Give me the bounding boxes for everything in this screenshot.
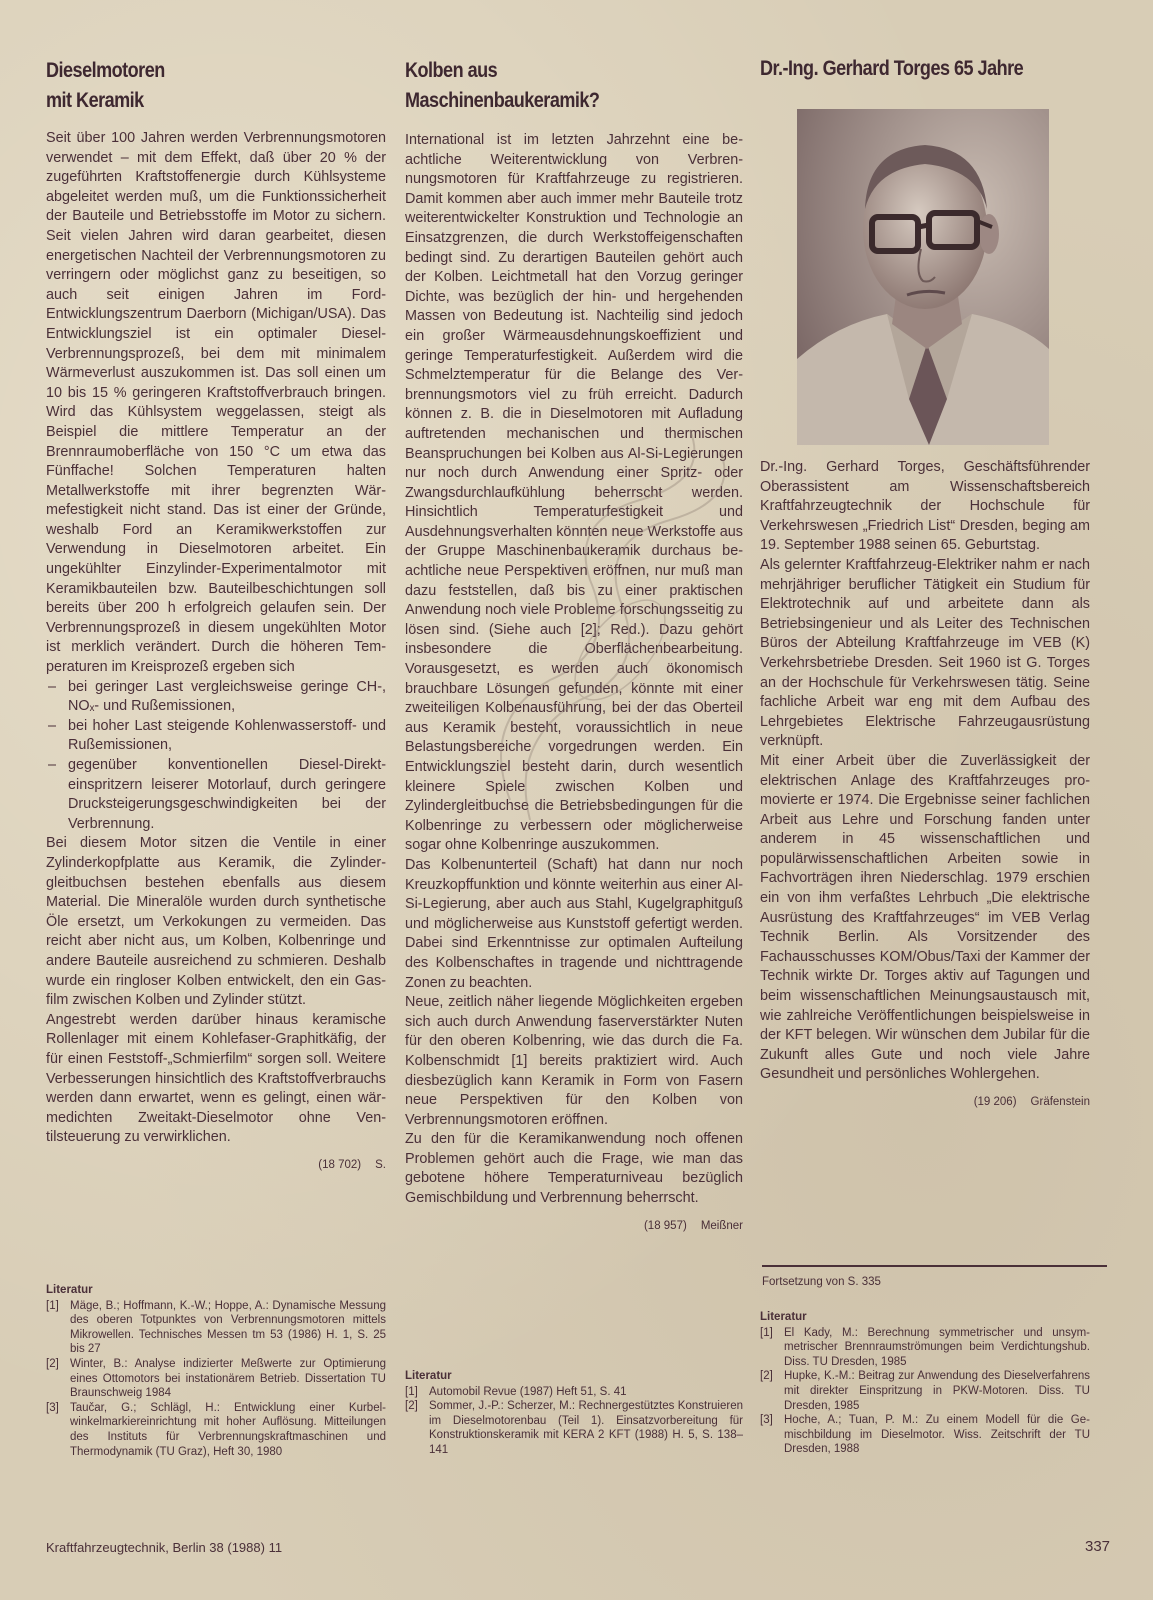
list-item-text: bei hoher Last steigende Kohlenwasserstoff- und Rußemissionen, (68, 717, 386, 754)
literature-item (760, 1326, 1090, 1370)
literature-item (760, 1369, 1090, 1413)
paragraph: Angestrebt werden darüber hinaus keramische Rollenlager mit einem Kohlefaser-Graphitkäfig, der für einen Feststoff-„Schmierfilm“ sorgen soll. Weitere Verbesserungen hinsichtlich des Kraftstoffverbrauchs werden dann erwartet, wenn es gelingt, einen wärmedichten Zweitakt-Dieselmotor ohne Ventilsteuerung zu verwirklichen. (46, 1011, 386, 1146)
ref-text: Mäge, B.; Hoffmann, K.-W.; Hoppe, A.: Dynamische Messung des oberen Totpunktes von Verbrennungsmotoren mittels Mikrowellen. Technisches Messen tm 53 (1986) H. 1, S. 25 bis 27 (70, 1299, 386, 1356)
article-author: Gräfenstein (1030, 1096, 1090, 1108)
dash-bullet: – (48, 678, 57, 695)
title-line: Kolben aus (405, 59, 498, 82)
ref-number: [3] (46, 1401, 59, 1414)
ref-number: [3] (760, 1414, 773, 1427)
article-signature (405, 1217, 743, 1237)
title-line: Dieselmotoren (46, 59, 165, 82)
continuation-label: Fortsetzung von S. 335 (762, 1276, 881, 1288)
paragraph: Mit einer Arbeit über die Zuverlässigkeit der elektrischen Anlage des Kraftfahrzeuges promovierte er 1974. Die Ergebnisse seiner fachlichen Arbeit aus Lehre und Forschung fanden unter anderem in 45 wissenschaftlichen und populärwissenschaftlichen Arbeiten sowie in Fachvorträgen ihren Niederschlag. 1979 erschien ein von ihm verfaßtes Lehrbuch „Die elektrische Ausrüstung des Kraftfahrzeuges“ im VEB Verlag Technik Berlin. Als Vorsitzender des Fachausschusses KOM/Obus/Taxi der Kammer der Technik wirkte Dr. Torges aktiv auf Tagungen und beim wissenschaftlichen Meinungsaustausch mit, wie zahlreiche Veröffentlichungen beispielsweise in der KFT belegen. Wir wünschen dem Jubilar für die Zukunft alles Gute und noch viele Jahre Gesundheit und persönliches Wohlergehen. (760, 752, 1090, 1083)
ref-text: Automobil Revue (1987) Heft 51, S. 41 (429, 1385, 627, 1398)
literature-item (46, 1401, 386, 1459)
article-signature (760, 1093, 1090, 1113)
title-line: mit Keramik (46, 89, 144, 112)
article-code: (18 957) (643, 1219, 687, 1232)
section-divider (762, 1265, 1107, 1267)
article-body (760, 458, 1090, 1113)
ref-number: [1] (405, 1385, 418, 1398)
article-body (405, 131, 743, 1236)
list-item-text: gegenüber konventionellen Diesel-Direkteinspritzern leiserer Motorlauf, durch geringere Drucksteigerungsgeschwindigkeiten bei der Verbrennung. (68, 757, 386, 832)
literature-section (405, 1369, 743, 1458)
literature-section (760, 1310, 1090, 1457)
ref-text: El Kady, M.: Berechnung symmetrischer und unsymmetrischer Brennraumströmungen beim Verdichtungshub. Diss. TU Dresden, 1985 (784, 1326, 1090, 1368)
article-body (46, 129, 386, 1175)
article-title (46, 56, 165, 116)
ref-number: [2] (46, 1357, 59, 1370)
literature-heading: Literatur (760, 1311, 807, 1323)
ref-text: Taučar, G.; Schlägl, H.: Entwicklung einer Kurbelwinkelmarkiereinrichtung mit hoher Auflösung. Mitteilungen des Instituts für Verbrennungskraftmaschinen und Thermodynamik (TU Graz), Heft 30, 1980 (70, 1401, 386, 1458)
ref-text: Hoche, A.; Tuan, P. M.: Zu einem Modell für die Gemischbildung im Dieselmotor. Wiss. Zeitschrift der TU Dresden, 1988 (784, 1414, 1090, 1456)
title-line: Maschinenbaukeramik? (405, 89, 600, 112)
journal-citation: Kraftfahrzeugtechnik, Berlin 38 (1988) 11 (46, 1540, 283, 1555)
ref-number: [2] (405, 1400, 418, 1413)
ref-number: [2] (760, 1370, 773, 1383)
literature-heading: Literatur (46, 1284, 93, 1296)
dash-bullet: – (48, 717, 57, 734)
article-code: (19 206) (973, 1096, 1017, 1108)
ref-text: Winter, B.: Analyse indizierter Meßwerte zur Optimierung eines Ottomotors bei instationärem Betrieb. Dissertation TU Braunschweig 1984 (70, 1357, 386, 1400)
literature-heading: Literatur (405, 1370, 452, 1382)
bullet-list (46, 678, 386, 835)
paragraph: Das Kolbenunterteil (Schaft) hat dann nur noch Kreuzkopffunktion und könnte weiterhin aus einer Al-Si-Legierung, aber auch aus Stahl, Kugelgraphitguß und möglicherweise aus Kunststoff gefertigt werden. Dabei sind Erkenntnisse zur optimalen Aufteilung des Kolbenschaftes in tragende und nichttragende Zonen zu beachten. (405, 856, 743, 991)
paragraph: Seit über 100 Jahren werden Verbrennungsmotoren verwendet – mit dem Effekt, daß über 20 % der zugeführten Kraftstoffenergie durch Kühlsysteme abgeleitet werden muß, um die Funktionssicherheit der Bauteile und Betriebsstoffe im Motor zu sichern. Seit vielen Jahren wird daran gearbeitet, diesen energetischen Nachteil der Verbrennungsmotoren zu verringern oder möglichst ganz zu beseitigen, so auch seit einigen Jahren im Ford-Entwicklungszentrum Daerborn (Michigan/USA). Das Entwicklungsziel ist ein optimaler Diesel-Verbrennungsprozeß, bei dem mit minimalem Wärmeverlust auszukommen ist. Das soll einen um 10 bis 15 % geringeren Kraftstoffverbrauch bringen. Wird das Kühlsystem weggelassen, steigt als Beispiel die mittlere Temperatur an der Brennraumoberfläche von 150 °C um etwa das Fünffache! Solchen Temperaturen halten Metallwerkstoffe mit ihrer begrenzten Wärmefestigkeit nicht stand. Das ist einer der Gründe, weshalb Ford an Keramikwerkstoffen zur Verwendung in Dieselmotoren arbeitet. Ein ungekühlter Einzylinder-Experimentalmotor mit Keramikbauteilen bzw. Bauteilbeschichtungen soll bereits über 200 h erfolgreich gelaufen sein. Der Verbrennungsprozeß in diesem ungekühlten Motor ist merklich verändert. Durch die höheren Temperaturen im Kreisprozeß ergeben sich (46, 130, 386, 676)
list-item (46, 756, 386, 834)
literature-item (46, 1299, 386, 1357)
literature-item (405, 1385, 743, 1400)
article-author: Meißner (700, 1219, 743, 1232)
literature-item (405, 1399, 743, 1457)
portrait-photo (797, 109, 1049, 445)
paragraph: Als gelernter Kraftfahrzeug-Elektriker nahm er nach mehrjähriger beruflicher Tätigkeit ein Studium für Elektrotechnik auf und arbeitete dann als Betriebsingenieur und als Leiter des Technischen Büros der Abteilung Kraftfahrzeuge im VEB (K) Verkehrsbetriebe Dresden. Seit 1960 ist G. Torges an der Hochschule für Verkehrswesen tätig. Seine fachliche Arbeit war eng mit dem Aufbau des Lehrgebietes Elektrische Fahrzeugausrüstung verknüpft. (760, 556, 1090, 750)
ref-number: [1] (46, 1299, 59, 1312)
article-author: S. (375, 1158, 386, 1171)
list-item (46, 678, 386, 717)
ref-text: Sommer, J.-P.: Scherzer, M.: Rechnergestütztes Konstruieren im Dieselmotorenbau (Teil 1). Einsatzvorbereitung für Konstruktionskeramik mit KERA 2 KFT (1988) H. 5, S. 138–141 (429, 1400, 743, 1456)
article-title: Dr.-Ing. Gerhard Torges 65 Jahre (760, 57, 1024, 80)
paragraph: Bei diesem Motor sitzen die Ventile in einer Zylinderkopfplatte aus Keramik, die Zylindergleitbuchsen bestehen ebenfalls aus diesem Material. Die Mineralöle wurden durch synthetische Öle ersetzt, um Verkokungen zu vermeiden. Das reicht aber nicht aus, um Kolben, Kolbenringe und andere Bauteile ausreichend zu schmieren. Deshalb wurde ein ringloser Kolben entwickelt, den ein Gasfilm zwischen Kolben und Zylinder stützt. (46, 835, 386, 1009)
article-signature (46, 1156, 386, 1176)
paragraph: Dr.-Ing. Gerhard Torges, Geschäftsführender Oberassistent am Wissenschaftsbereich Kraftfahrzeugtechnik der Hochschule für Verkehrswesen „Friedrich List“ Dresden, beging am 19. September 1988 seinen 65. Geburtstag. (760, 459, 1090, 554)
ref-number: [1] (760, 1326, 773, 1339)
paragraph: Zu den für die Keramikanwendung noch offenen Problemen gehört auch die Frage, wie man das gebotene höhere Temperaturniveau bezüglich Gemischbildung und Verbrennung beherrscht. (405, 1131, 743, 1207)
literature-item (760, 1413, 1090, 1457)
dash-bullet: – (48, 757, 57, 773)
list-item-text: bei geringer Last vergleichsweise geringe CH-, NOₓ- und Rußemissionen, (68, 678, 386, 715)
portrait-illustration (797, 109, 1049, 445)
list-item (46, 717, 386, 756)
paragraph: Neue, zeitlich näher liegende Möglichkeiten ergeben sich auch durch Anwendung faserverstärkter Nuten für den oberen Kolbenring, wie das durch die Fa. Kolbenschmidt [1] bereits praktiziert wird. Auch diesbezüglich kann Keramik in Form von Fasern neue Perspektiven für den Kolben von Verbrennungsmotoren eröffnen. (405, 994, 743, 1128)
ref-text: Hupke, K.-M.: Beitrag zur Anwendung des Dieselverfahrens mit direkter Einspritzung in PKW-Motoren. Diss. TU Dresden, 1985 (784, 1370, 1090, 1412)
paragraph: International ist im letzten Jahrzehnt eine beachtliche Weiterentwicklung von Verbrennungsmotoren für Kraftfahrzeuge zu registrieren. Damit kommen aber auch immer mehr Bauteile trotz weiterentwickelter Konstruktion und Technologie an Einsatzgrenzen, die durch Werkstoffeigenschaften bedingt sind. Zu derartigen Bauteilen gehört auch der Kolben. Leichtmetall hat den Vorzug geringer Dichte, was bezüglich der hin- und hergehenden Massen von Bedeutung ist. Nachteilig sind jedoch ein großer Wärmeausdehnungskoeffizient und geringe Temperaturfestigkeit. Außerdem wird die Schmelztemperatur für die Belange des Verbrennungsmotors viel zu früh erreicht. Dadurch können z. B. die in Dieselmotoren mit Aufladung auftretenden mechanischen und thermischen Beanspruchungen bei Kolben aus Al-Si-Legierungen nur noch durch Anwendung einer Spritz- oder Zwangsdurchlaufkühlung beherrscht werden. Hinsichtlich Temperaturfestigkeit und Ausdehnungsverhalten könnten neue Werkstoffe aus der Gruppe Maschinenbaukeramik durchaus beachtliche neue Perspektiven eröffnen, nur muß man dazu feststellen, daß bis zu einer praktischen Anwendung noch viele Probleme forschungsseitig zu lösen sind. (Siehe auch [2]; Red.). Dazu gehört insbesondere die Oberflächenbearbeitung. Vorausgesetzt, es werden auch ökonomisch brauchbare Lösungen gefunden, könnte mit einer zweiteiligen Kolbenausführung, bei der das Oberteil aus Keramik besteht, voraussichtlich in neue Belastungsbereiche vorgedrungen werden. Ein Entwicklungsziel besteht darin, durch wesentlich kleinere Spiele zwischen Kolben und Zylindergleitbuchse die Betriebsbedingungen für die Kolbenringe zu verbessern oder möglicherweise sogar ohne Kolbenringe auszukommen. (405, 132, 743, 854)
article-title (405, 56, 599, 116)
literature-section (46, 1283, 386, 1459)
page-number: 337 (1085, 1538, 1111, 1555)
article-code: (18 702) (318, 1158, 362, 1171)
literature-item (46, 1357, 386, 1401)
